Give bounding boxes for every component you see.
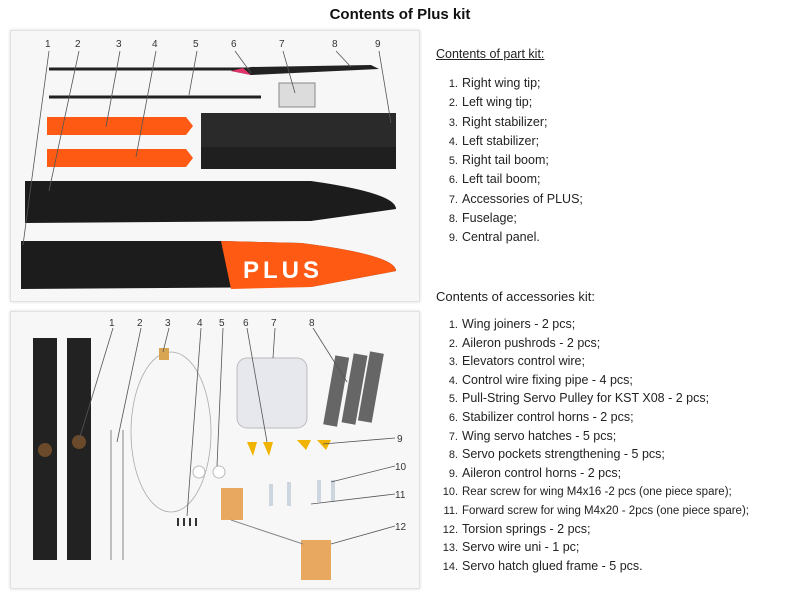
list-item [438,170,583,189]
accessories-kit-list [438,315,749,575]
list-item [438,315,749,334]
list-item [438,482,749,501]
callout-1: 1 [45,39,51,50]
item-number: 4. [448,374,458,387]
servo-hatch [237,358,307,428]
item-text: Right tail boom; [462,153,549,168]
item-text: Pull-String Servo Pulley for KST X08 - 2 pcs; [462,391,710,406]
callout-4: 4 [152,39,158,50]
wing-tip-right [25,181,396,223]
list-item [438,74,583,93]
list-item [438,501,749,520]
callout-3: 3 [165,318,171,329]
item-number: 2. [448,97,458,110]
item-text: Elevators control wire; [462,354,585,369]
wing-logo: PLUS [243,257,324,284]
item-number: 7. [448,193,458,206]
item-text: Rear screw for wing M4x16 -2 pcs (one piece spare); [462,486,732,499]
callout-1: 1 [109,318,115,329]
page-title: Contents of Plus kit [329,6,471,23]
list-item [438,151,583,170]
list-item [438,371,749,390]
item-number: 6. [448,174,458,187]
item-text: Wing joiners - 2 pcs; [462,317,576,331]
parts-kit-heading: Contents of part kit: [436,47,545,61]
stabilizer-left [47,149,193,167]
item-text: Left stabilizer; [462,133,540,148]
list-item [438,464,749,483]
item-number: 14. [442,560,458,573]
list-item [438,93,583,112]
parts-kit-list [438,74,583,248]
accessories-kit-photo [10,311,420,589]
item-text: Right stabilizer; [462,114,548,129]
list-item [438,190,583,209]
callout-3: 3 [116,39,122,50]
central-panel-top [201,113,396,147]
list-item [438,389,749,408]
item-text: Stabilizer control horns - 2 pcs; [462,409,634,424]
item-number: 8. [448,449,458,462]
item-text: Servo wire uni - 1 pc; [462,540,580,555]
callout-2: 2 [75,39,81,50]
item-text: Aileron control horns - 2 pcs; [462,465,622,480]
callout-9: 9 [375,39,381,50]
list-item [438,408,749,427]
item-text: Accessories of PLUS; [462,191,583,206]
parts-kit-illustration [11,31,420,302]
list-item [438,132,583,151]
item-text: Fuselage; [462,211,517,226]
callout-7: 7 [271,318,277,329]
item-number: 10. [442,486,458,499]
callout-8: 8 [332,39,338,50]
list-item [438,352,749,371]
callout-6: 6 [231,39,237,50]
stabilizer-right [47,117,193,135]
item-number: 2. [448,337,458,350]
item-number: 3. [448,356,458,369]
item-number: 5. [448,393,458,406]
item-text: Forward screw for wing M4x20 - 2pcs (one piece spare); [462,504,749,517]
item-text: Torsion springs - 2 pcs; [462,521,591,536]
callout-6: 6 [243,318,249,329]
item-number: 4. [448,135,458,148]
item-text: Left wing tip; [462,95,533,110]
item-text: Left tail boom; [462,172,541,187]
callout-10: 10 [395,462,407,473]
item-text: Servo pockets strengthening - 5 pcs; [462,447,665,462]
list-item [438,557,749,576]
item-number: 9. [448,467,458,480]
item-number: 11. [443,504,458,517]
item-number: 5. [448,155,458,168]
list-item [438,228,583,247]
list-item [438,209,583,228]
item-number: 7. [448,430,458,443]
callout-4: 4 [197,318,203,329]
callout-8: 8 [309,318,315,329]
list-item [438,445,749,464]
callout-11: 11 [395,490,406,501]
accessories-kit-illustration [11,312,420,589]
callout-9: 9 [397,434,403,445]
item-text: Control wire fixing pipe - 4 pcs; [462,372,633,387]
list-item [438,538,749,557]
list-item [438,113,583,132]
item-number: 1. [448,319,458,331]
list-item [438,334,749,353]
callout-5: 5 [219,318,225,329]
item-text: Aileron pushrods - 2 pcs; [462,335,601,350]
parts-kit-photo [10,30,420,302]
item-text: Servo hatch glued frame - 5 pcs. [462,558,643,573]
item-number: 9. [448,232,458,245]
list-item [438,427,749,446]
item-number: 6. [448,411,458,424]
callout-2: 2 [137,318,143,329]
callout-5: 5 [193,39,199,50]
callout-12: 12 [395,522,407,533]
item-number: 8. [448,213,458,226]
item-text: Right wing tip; [462,76,541,90]
item-number: 13. [442,542,458,555]
item-text: Central panel. [462,230,540,245]
item-number: 12. [442,523,458,536]
item-text: Wing servo hatches - 5 pcs; [462,428,617,443]
callout-7: 7 [279,39,285,50]
item-number: 1. [448,78,458,90]
item-number: 3. [448,116,458,129]
accessories-kit-heading: Contents of accessories kit: [436,289,595,304]
accessories-bag [279,83,315,107]
list-item [438,520,749,539]
